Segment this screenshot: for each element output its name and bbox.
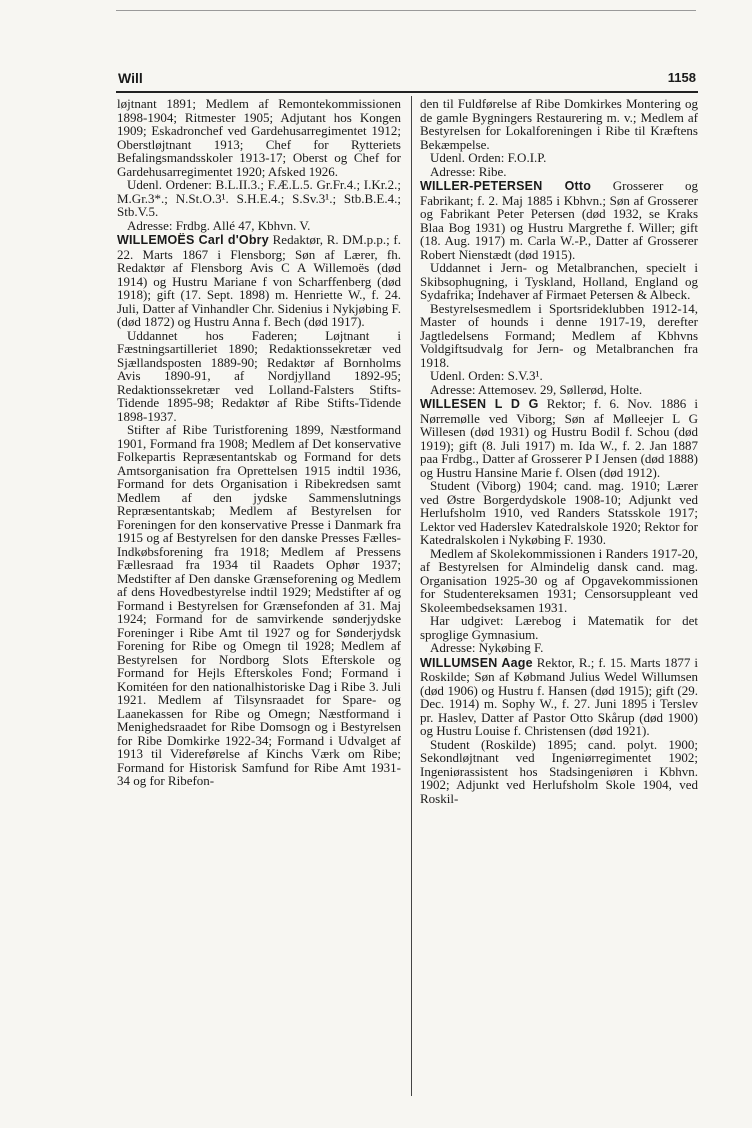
entry-paragraph: løjtnant 1891; Medlem af Remontekommissionen 1898-1904; Ritmester 1905; Adjutant hos Kongen 1909; Eskadronchef ved Gardehusarregimentet 1912; Oberstløjtnant 1913; Chef for Rytteriets Befalingsmandsskoler 1913-17; Oberst og Chef for Gardehusarregimentet 1920; Afsked 1926. [117,96,401,179]
entry-paragraph: Student (Viborg) 1904; cand. mag. 1910; Lærer ved Østre Borgerdydskole 1908-10; Adjunkt ved Herlufsholm 1910, ved Randers Statsskole 1917; Lektor ved Haderslev Katedralskole 1920; Rektor for Katedralskolen i Nykøbing F. 1930. [420,478,698,547]
entry-intro: Grosserer og Fabrikant; f. 2. Maj 1885 i Kbhvn.; Søn af Grosserer og Fabrikant Peter Petersen (død 1932, se Kraks Blaa Bog 1931) og Hustru Margrethe f. Willer; gift (18. Aug. 1917) m. Carla W.-P., Datter af Grosserer Robert Nienstædt (død 1915). [420,178,698,262]
column-divider [411,96,412,1096]
entry-name: WILLESEN L D G [420,397,539,411]
entry-paragraph: Har udgivet: Lærebog i Matematik for det sproglige Gymnasium. [420,613,698,642]
entry-paragraph [420,656,698,738]
entry-willer-petersen [420,179,698,396]
entry-paragraph: Udenl. Ordener: B.L.II.3.; F.Æ.L.5. Gr.Fr.4.; I.Kr.2.; M.Gr.3*.; N.St.O.3¹. S.H.E.4.; S.Sv.3¹.; Stb.B.E.4.; Stb.V.5. [117,177,401,219]
entry-paragraph: Udenl. Orden: F.O.I.P. [430,150,547,165]
entry-intro: Rektor, R.; f. 15. Marts 1877 i Roskilde; Søn af Købmand Julius Wedel Willumsen (død 1906) og Hustru f. Hansen (død 1915); gift (29. Dec. 1914) m. Sophy W., f. 27. Juni 1895 i Terslev pr. Haslev, Datter af Pastor Otto Skårup (død 1900) og Hustru Louise f. Christensen (død 1921). [420,654,699,738]
entry-paragraph [117,233,401,329]
entry-paragraph: Udenl. Orden: S.V.3¹. [430,368,543,383]
entry-address: Adresse: Ribe. [430,163,507,179]
top-rule [116,10,696,11]
entry-paragraph: Medlem af Skolekommissionen i Randers 1917-20, af Bestyrelsen for Almindelig dansk cand. mag. Organisation 1925-30 og af Opgavekommissionen for Studentereksamen 1931; Censorsuppleant ved Skoleembedseksamen 1931. [420,545,698,615]
entry-name: WILLER-PETERSEN Otto [420,179,592,193]
entry-intro: Redaktør, R. DM.p.p.; f. 22. Marts 1867 i Flensborg; Søn af Lærer, fh. Redaktør af Flensborg Avis C A Willemoës (død 1914) og Hustru Mariane f von Scharffenberg (død 1918); gift (17. Sept. 1898) m. Henriette W., f. 24. Juli, Datter af Vinhandler Chr. Sidenius i Nykjøbing F. (død 1872) og Hustru Anna f. Bech (død 1917). [117,232,401,329]
entry-willesen [420,397,698,655]
entry-address: Adresse: Nykøbing F. [430,640,544,655]
header-rule [116,91,698,93]
entry-name: WILLUMSEN Aage [420,655,533,670]
page-header [118,70,696,92]
entry-paragraph [420,179,698,261]
entry-paragraph: Uddannet i Jern- og Metalbranchen, specielt i Skibsophugning, i Tyskland, Holland, England og Sydafrika; Indehaver af Firmaet Petersen & Albeck. [420,260,698,302]
right-column [420,97,698,806]
entry-address: Adresse: Frdbg. Allé 47, Kbhvn. V. [127,217,311,233]
entry-continuation [117,97,401,232]
entry-paragraph: den til Fuldførelse af Ribe Domkirkes Montering og de gamle Bygningers Restaurering m. v.; Medlem af Bestyrelsen for Lokalforeningen i Ribe til Kræftens Bekæmpelse. [420,96,698,152]
entry-paragraph: Bestyrelsesmedlem i Sportsrideklubben 1912-14, Master of hounds i denne 1917-19, derefter Jagtledelsens Formand; Medlem af Kbhvns Voldgiftsudvalg for Jern- og Metalbranchen fra 1918. [420,300,698,370]
entry-paragraph [420,397,698,479]
entry-paragraph: Stifter af Ribe Turistforening 1899, Næstformand 1901, Formand fra 1908; Medlem af Det konservative Folkepartis Repræsentantskab og Formand for dets Amtsorganisation fra Oprettelsen 1915 indtil 1936, Formand for dets Organisation i Ribekredsen samt Medlem af den jydske Sammenslutnings Repræsentantskab; Medlem af Bestyrelsen for Foreningen for den konservative Presse i Danmark fra 1915 og af Bestyrelsen for den danske Presses Fælles-Indkøbsforening fra 1918; Medlem af Pressens Fællesraad fra 1934 til Raadets Ophør 1937; Medstifter af Den danske Grænseforening og Medlem af dens Hovedbestyrelse indtil 1929; Medstifter af og Formand i Bestyrelsen for Grænsefonden af 31. Maj 1924; Formand for de samvirkende sønderjydske Foreninger i Ribe Amt til 1927 og for Sønderjydsk Forening for Ribe og Omegn til 1928; Medlem af Bestyrelsen for Nordborg Slots Efterskole og Formand for Hejls Efterskoles Fond; Formand i Komitéen for den nationalhistoriske Dag i Ribe 3. Juli 1921. Medlem af Tilsynsraadet for Spare- og Laanekassen for Ribe og Omegn; Næstformand i Menighedsraadet for Ribe Domsogn og i Bestyrelsen for Ribe Domkirke 1922-34; Formand i Udvalget af 1913 til Videreførelse af Kinchs Værk om Ribe; Formand for Historisk Samfund for Ribe Amt 1931-34 og for Ribefon- [117,422,401,788]
entry-paragraph: Student (Roskilde) 1895; cand. polyt. 1900; Sekondløjtnant ved Ingeniørregimentet 1902; Ingeniørassistent hos Stadsingeniøren i Kbhvn. 1902; Adjunkt ved Herlufsholm Skole 1904, ved Roskil- [420,736,698,806]
entry-willemoes [117,233,401,788]
entry-paragraph: Uddannet hos Faderen; Løjtnant i Fæstningsartilleriet 1890; Redaktionssekretær ved Sjællandsposten 1889-90; Redaktør af Bornholms Avis 1890-91, af Nordjylland 1892-95; Redaktionssekretær ved Lolland-Falsters Stifts-Tidende 1895-98; Redaktør af Ribe Stifts-Tidende 1898-1937. [117,327,401,424]
entry-name: WILLEMOËS Carl d'Obry [117,233,269,247]
page-number: 1158 [667,70,696,85]
entry-address: Adresse: Attemosev. 29, Søllerød, Holte. [430,381,643,397]
entry-willumsen [420,656,698,806]
left-column [117,97,401,789]
running-head: Will [118,70,143,86]
entry-intro: Rektor; f. 6. Nov. 1886 i Nørremølle ved Viborg; Søn af Mølleejer L G Willesen (død 1931) og Hustru Bodil f. Schou (død 1919); gift (8. Juli 1917) m. Ida W., f. 2. Jan 1887 paa Frdbg., Datter af Grosserer P I Jensen (død 1888) og Hustru Hansine Marie f. Olsen (død 1912). [420,396,698,480]
entry-continuation [420,97,698,178]
